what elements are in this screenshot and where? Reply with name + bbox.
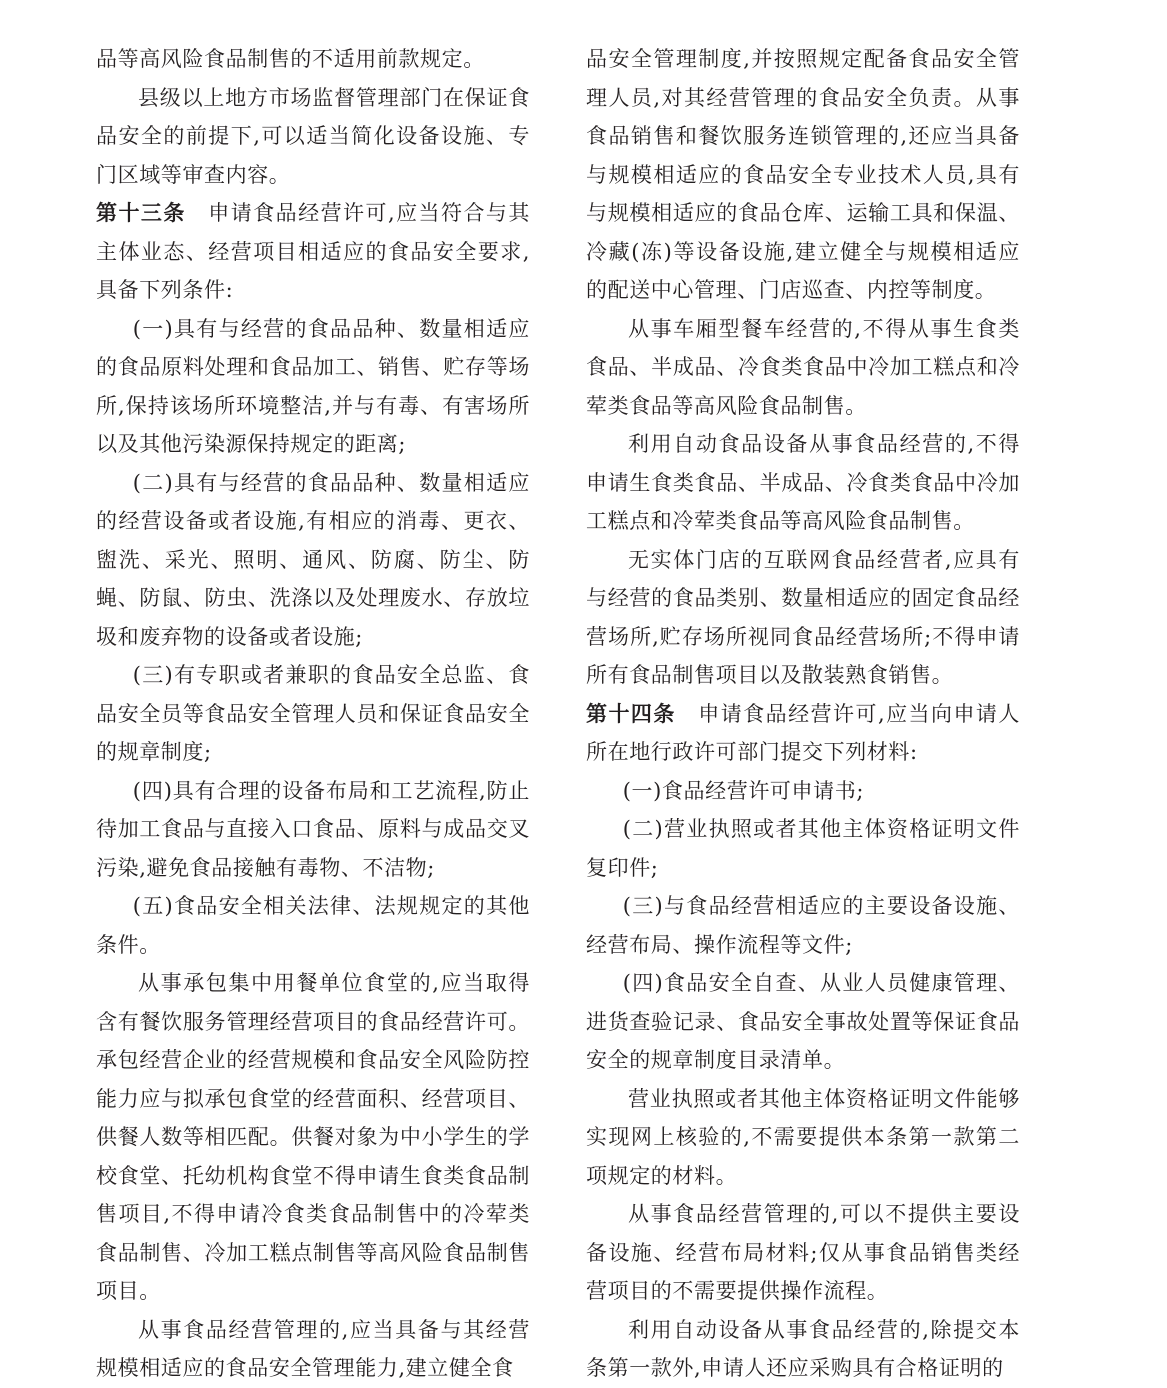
article-text: 申请食品经营许可,应当符合与其主体业态、经营项目相适应的食品安全要求,具备下列条件:: [96, 201, 530, 302]
paragraph: 从事食品经营管理的,可以不提供主要设备设施、经营布局材料;仅从事食品销售类经营项目的不需要提供操作流程。: [586, 1202, 1020, 1303]
left-column: [96, 40, 530, 1388]
right-column: [586, 40, 1020, 1388]
paragraph: 营业执照或者其他主体资格证明文件能够实现网上核验的,不需要提供本条第一款第二项规定的材料。: [586, 1086, 1020, 1188]
list-item: (五)食品安全相关法律、法规规定的其他条件。: [96, 894, 530, 957]
article-13: [96, 194, 530, 310]
paragraph: 品等高风险食品制售的不适用前款规定。: [96, 47, 485, 71]
list-item: (一)食品经营许可申请书;: [622, 778, 865, 803]
list-item: (四)具有合理的设备布局和工艺流程,防止待加工食品与直接入口食品、原料与成品交叉污染,避免食品接触有毒物、不洁物;: [96, 778, 530, 880]
article-text: 申请食品经营许可,应当向申请人所在地行政许可部门提交下列材料:: [586, 701, 1020, 764]
paragraph: 县级以上地方市场监督管理部门在保证食品安全的前提下,可以适当简化设备设施、专门区域等审查内容。: [96, 85, 530, 187]
paragraph: 利用自动食品设备从事食品经营的,不得申请生食类食品、半成品、冷食类食品中冷加工糕点和冷荤类食品等高风险食品制售。: [586, 432, 1020, 533]
list-item: (三)有专职或者兼职的食品安全总监、食品安全员等食品安全管理人员和保证食品安全的规章制度;: [96, 663, 530, 764]
list-item: (二)具有与经营的食品品种、数量相适应的经营设备或者设施,有相应的消毒、更衣、盥洗、采光、照明、通风、防腐、防尘、防蝇、防鼠、防虫、洗涤以及处理废水、存放垃圾和废弃物的设备或者设施;: [96, 470, 530, 649]
paragraph: 从事食品经营管理的,应当具备与其经营规模相适应的食品安全管理能力,建立健全食: [96, 1317, 530, 1380]
article-14: [586, 695, 1020, 772]
list-item: (二)营业执照或者其他主体资格证明文件复印件;: [586, 817, 1020, 880]
paragraph: 从事车厢型餐车经营的,不得从事生食类食品、半成品、冷食类食品中冷加工糕点和冷荤类食品等高风险食品制售。: [586, 316, 1020, 418]
paragraph: 品安全管理制度,并按照规定配备食品安全管理人员,对其经营管理的食品安全负责。从事食品销售和餐饮服务连锁管理的,还应当具备与规模相适应的食品安全专业技术人员,具有与规模相适应的食品仓库、运输工具和保温、冷藏(冻)等设备设施,建立健全与规模相适应的配送中心管理、门店巡查、内控等制度。: [586, 47, 1020, 302]
list-item: (四)食品安全自查、从业人员健康管理、进货查验记录、食品安全事故处置等保证食品安全的规章制度目录清单。: [586, 971, 1020, 1072]
article-heading: 第十三条: [96, 200, 186, 225]
list-item: (一)具有与经营的食品品种、数量相适应的食品原料处理和食品加工、销售、贮存等场所,保持该场所环境整洁,并与有毒、有害场所以及其他污染源保持规定的距离;: [96, 316, 530, 456]
paragraph: 利用自动设备从事食品经营的,除提交本条第一款外,申请人还应采购具有合格证明的: [586, 1317, 1020, 1380]
list-item: (三)与食品经营相适应的主要设备设施、经营布局、操作流程等文件;: [586, 894, 1020, 957]
paragraph: 无实体门店的互联网食品经营者,应具有与经营的食品类别、数量相适应的固定食品经营场所,贮存场所视同食品经营场所;不得申请所有食品制售项目以及散装熟食销售。: [586, 547, 1020, 687]
paragraph: 从事承包集中用餐单位食堂的,应当取得含有餐饮服务管理经营项目的食品经营许可。承包经营企业的经营规模和食品安全风险防控能力应与拟承包食堂的经营面积、经营项目、供餐人数等相匹配。供餐对象为中小学生的学校食堂、托幼机构食堂不得申请生食类食品制售项目,不得申请冷食类食品制售中的冷荤类食品制售、冷加工糕点制售等高风险食品制售项目。: [96, 971, 530, 1303]
article-heading: 第十四条: [586, 700, 676, 726]
